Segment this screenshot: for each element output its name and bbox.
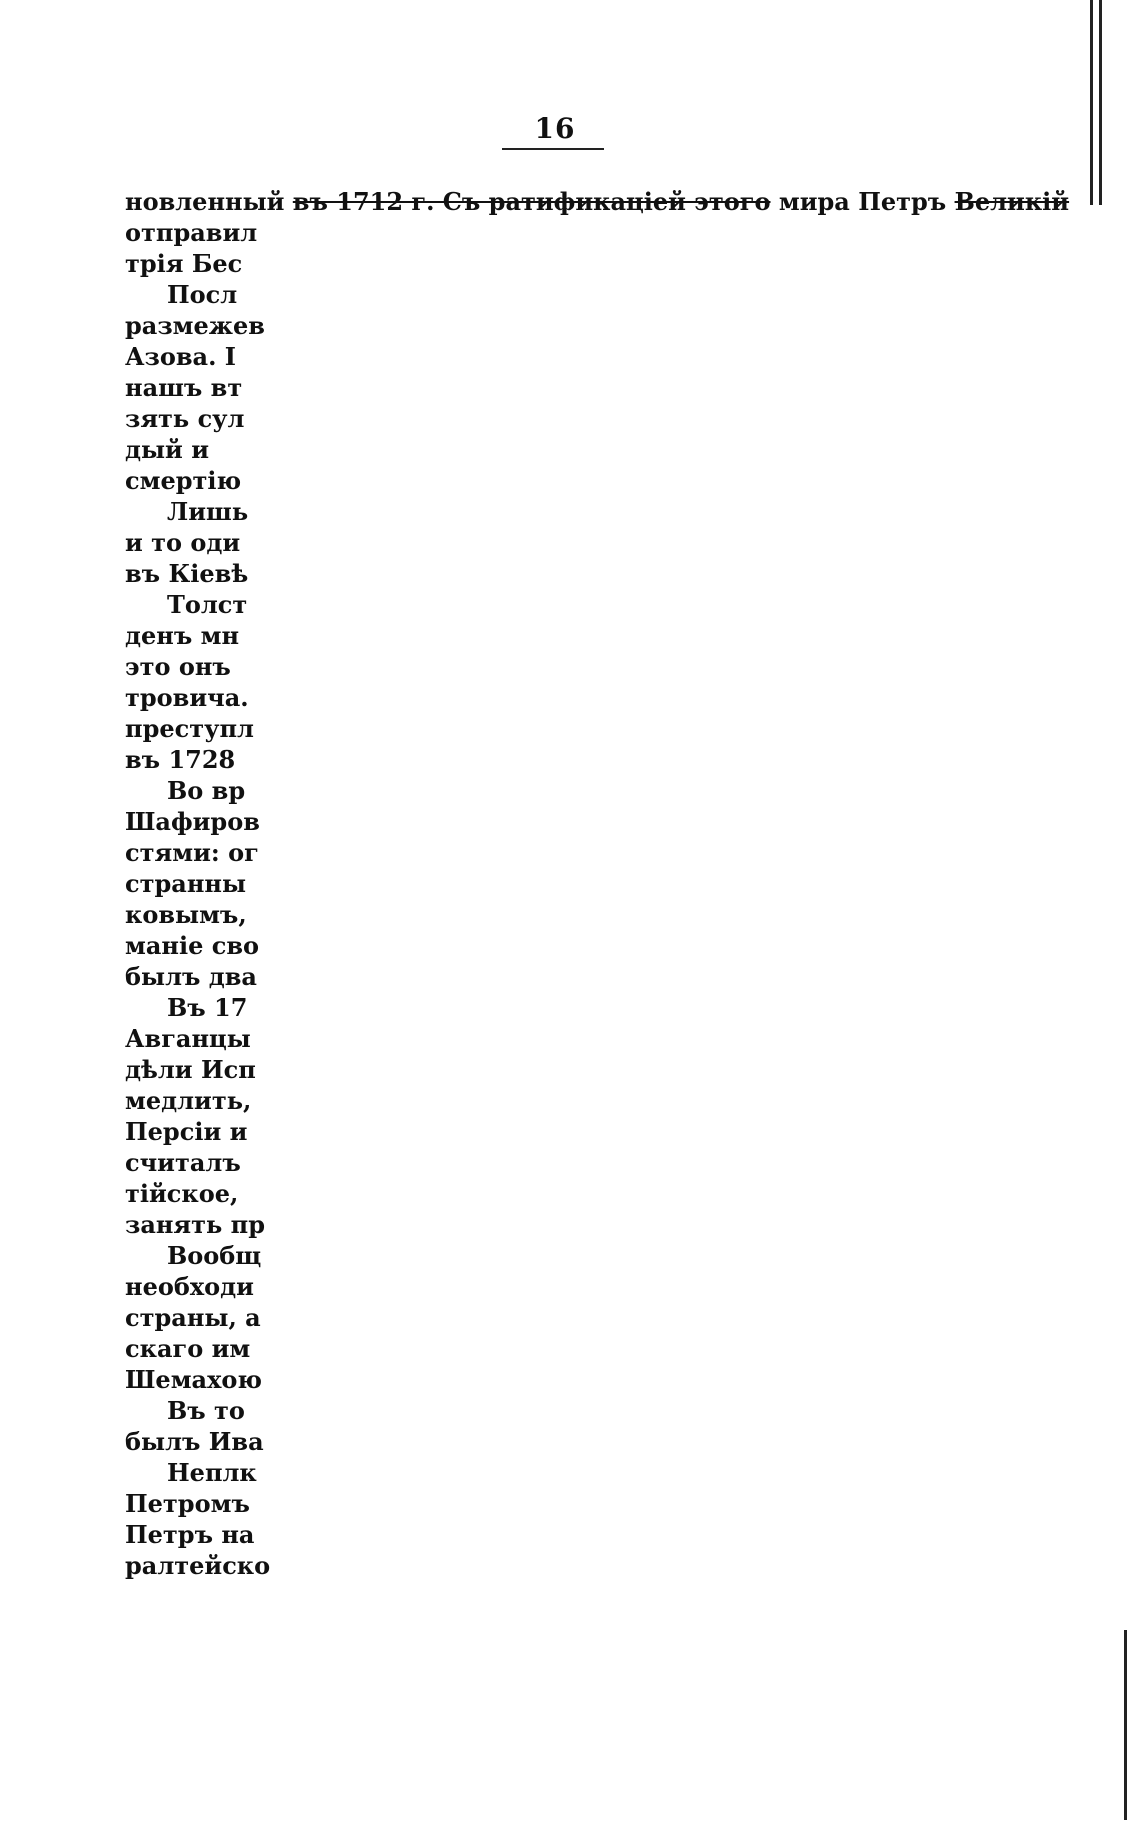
text-line: былъ Ива bbox=[125, 1427, 264, 1456]
text-line: размежев bbox=[125, 311, 265, 340]
text-line: дѣли Исп bbox=[125, 1055, 256, 1084]
text-line: Посл bbox=[167, 280, 238, 309]
first-line-tail: мира Петръ bbox=[778, 187, 947, 216]
text-line: въ Кіевѣ bbox=[125, 559, 249, 588]
first-line-plain: новленный bbox=[125, 187, 285, 216]
text-line: скаго им bbox=[125, 1334, 251, 1363]
text-line: и то оди bbox=[125, 528, 241, 557]
text-line: Азова. I bbox=[125, 342, 237, 371]
text-line: Петромъ bbox=[125, 1489, 250, 1518]
text-line: Вообщ bbox=[167, 1241, 262, 1270]
text-line: Во вр bbox=[167, 776, 246, 805]
text-line: тійское, bbox=[125, 1179, 239, 1208]
text-line: Въ 17 bbox=[167, 993, 248, 1022]
text-line: тровича. bbox=[125, 683, 249, 712]
text-line: Шафиров bbox=[125, 807, 260, 836]
text-line: это онъ bbox=[125, 652, 231, 681]
page-number: 16 bbox=[534, 112, 576, 145]
text-line: былъ два bbox=[125, 962, 257, 991]
text-line: смертію bbox=[125, 466, 242, 495]
text-line: ралтейско bbox=[125, 1551, 271, 1580]
first-line-struck: въ 1712 г. Съ ратификаціей этого bbox=[292, 187, 771, 216]
text-line: Толст bbox=[167, 590, 248, 619]
text-line: маніе сво bbox=[125, 931, 260, 960]
text-line: страны, а bbox=[125, 1303, 261, 1332]
text-line: Авганцы bbox=[125, 1024, 251, 1053]
text-line: Персіи и bbox=[125, 1117, 248, 1146]
page-number-rule bbox=[502, 148, 604, 150]
text-line-first bbox=[125, 186, 1070, 217]
text-line: зять сул bbox=[125, 404, 245, 433]
text-line: стями: ог bbox=[125, 838, 259, 867]
text-line: дый и bbox=[125, 435, 210, 464]
text-line: преступл bbox=[125, 714, 254, 743]
text-line: Петръ на bbox=[125, 1520, 255, 1549]
text-line: нашъ вт bbox=[125, 373, 243, 402]
text-column bbox=[125, 186, 1070, 1581]
text-line: ковымъ, bbox=[125, 900, 247, 929]
text-line: отправил bbox=[125, 218, 258, 247]
text-line: Въ то bbox=[167, 1396, 245, 1425]
text-line: странны bbox=[125, 869, 247, 898]
right-margin-bracket-bottom bbox=[1124, 1630, 1127, 1820]
text-line: трія Бес bbox=[125, 249, 243, 278]
first-line-struck-end: Великій bbox=[954, 187, 1070, 216]
text-line: необходи bbox=[125, 1272, 254, 1301]
text-line: медлить, bbox=[125, 1086, 252, 1115]
right-margin-bracket-top bbox=[1090, 0, 1102, 205]
text-line: занять пр bbox=[125, 1210, 266, 1239]
text-line: Шемахою bbox=[125, 1365, 263, 1394]
text-lines bbox=[125, 217, 985, 1581]
text-line: денъ мн bbox=[125, 621, 240, 650]
text-line: Неплк bbox=[167, 1458, 257, 1487]
text-line: Лишь bbox=[167, 497, 249, 526]
text-line: въ 1728 bbox=[125, 745, 236, 774]
text-line: считалъ bbox=[125, 1148, 241, 1177]
